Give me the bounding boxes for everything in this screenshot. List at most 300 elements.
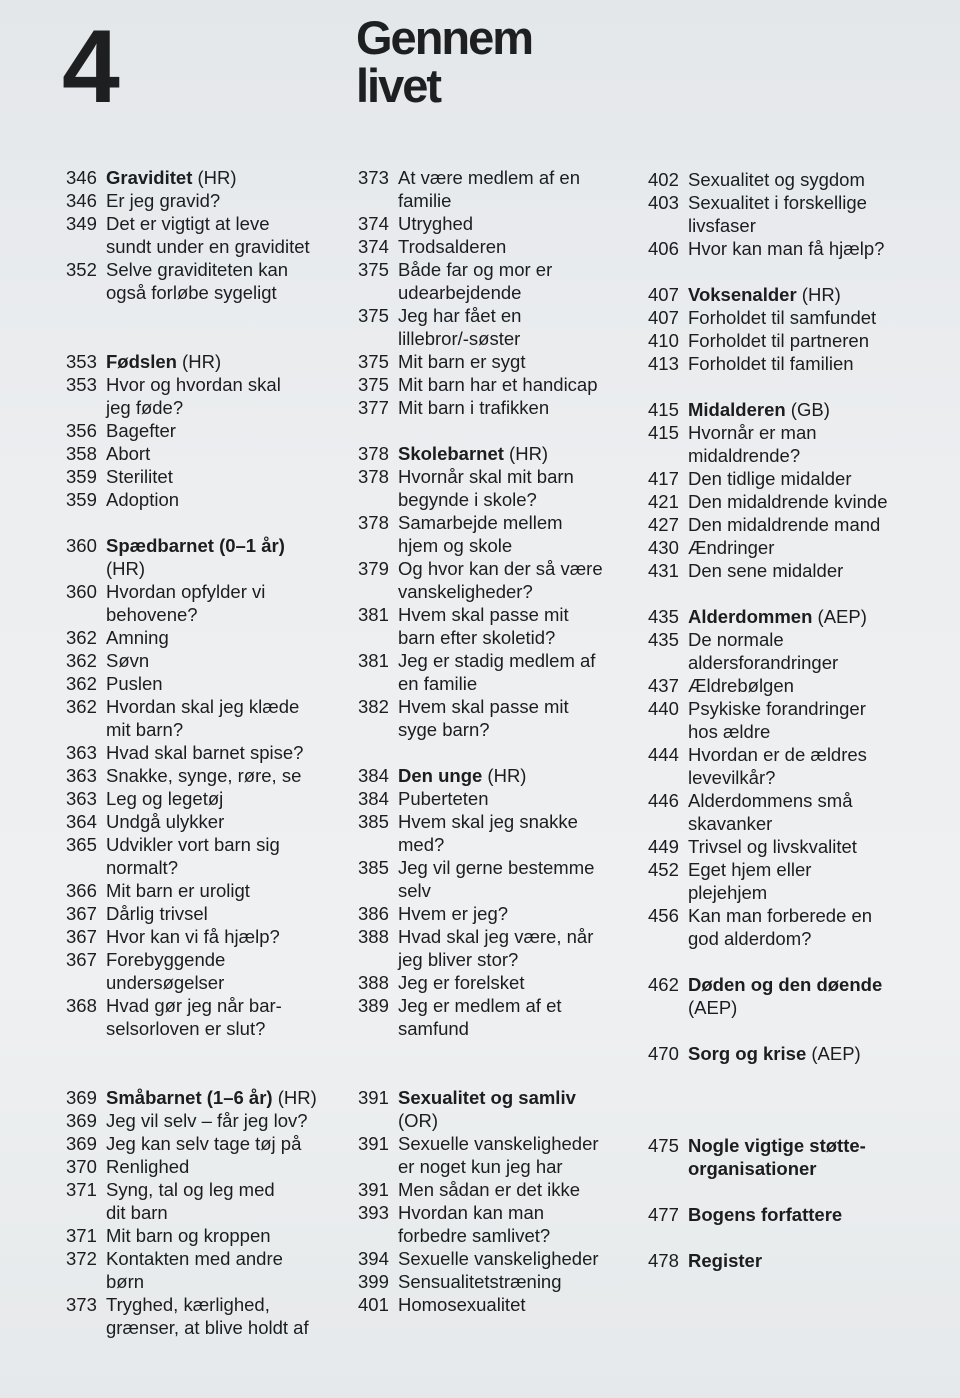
toc-entry [66, 925, 356, 948]
entry-continuation: vanskeligheder? [398, 581, 533, 602]
entry-title: Hvor og hvordan skal jeg føde? [106, 374, 281, 418]
entry-title: Hvem skal passe mit barn efter skoletid? [398, 604, 569, 648]
toc-entry [358, 925, 648, 971]
page-number: 394 [358, 1248, 389, 1269]
toc-entry [66, 1224, 356, 1247]
page-number: 362 [66, 627, 97, 648]
author-initials: (HR) [192, 167, 237, 188]
entry-continuation: grænser, at blive holdt af [106, 1317, 309, 1338]
toc-entry [66, 695, 356, 741]
entry-continuation: jeg føde? [106, 397, 184, 418]
toc-entry [66, 258, 356, 304]
page-number: 427 [648, 514, 679, 535]
heading-text: Bogens forfattere [688, 1204, 843, 1225]
entry-title [688, 973, 948, 1019]
toc-entry [66, 994, 356, 1040]
toc-entry [648, 835, 948, 858]
entry-title: Puberteten [398, 788, 489, 809]
section-spacer [648, 1226, 948, 1249]
page-number: 359 [66, 466, 97, 487]
entry-title: Hvordan skal jeg klæde mit barn? [106, 696, 300, 740]
entry-title: Psykiske forandringer hos ældre [688, 698, 866, 742]
entry-title: Leg og legetøj [106, 788, 224, 809]
toc-entry [358, 1270, 648, 1293]
page-number: 437 [648, 675, 679, 696]
entry-title: Jeg vil selv – får jeg lov? [106, 1110, 308, 1131]
toc-entry [66, 212, 356, 258]
entry-title: Jeg er forelsket [398, 972, 525, 993]
toc-entry [358, 603, 648, 649]
entry-title: Ældrebølgen [688, 675, 794, 696]
toc-entry [648, 697, 948, 743]
page-number: 369 [66, 1087, 97, 1108]
toc-entry [66, 1178, 356, 1224]
entry-title: Jeg har fået en lillebror/-søster [398, 305, 522, 349]
page-number: 372 [66, 1248, 97, 1269]
page-number: 393 [358, 1202, 389, 1223]
entry-title: Hvem skal jeg snakke med? [398, 811, 578, 855]
entry-continuation: selsorloven er slut? [106, 1018, 266, 1039]
entry-title [688, 398, 948, 421]
page-number: 399 [358, 1271, 389, 1292]
author-initials: (HR) [503, 443, 549, 464]
toc-entry [66, 787, 356, 810]
toc-entry [358, 856, 648, 902]
heading-text: Småbarnet (1–6 år) [106, 1087, 273, 1108]
toc-entry [66, 1247, 356, 1293]
section-spacer [66, 304, 356, 350]
entry-continuation: aldersforandringer [688, 652, 839, 673]
heading-text: Døden og den døende [688, 974, 883, 995]
entry-title: Bagefter [106, 420, 176, 441]
entry-title: Forholdet til samfundet [688, 307, 877, 328]
page-number: 374 [358, 213, 389, 234]
entry-title: Men sådan er det ikke [398, 1179, 581, 1200]
page-number: 378 [358, 512, 389, 533]
entry-title: Mit barn er uroligt [106, 880, 250, 901]
entry-title: Tryghed, kærlighed, grænser, at blive holdt af [106, 1294, 309, 1338]
toc-entry [648, 467, 948, 490]
entry-continuation: selv [398, 880, 431, 901]
entry-title: Hvad skal barnet spise? [106, 742, 304, 763]
entry-title [688, 1042, 948, 1065]
entry-title [688, 1249, 948, 1272]
toc-entry [66, 764, 356, 787]
toc-entry [66, 879, 356, 902]
page-number: 359 [66, 489, 97, 510]
toc-entry [358, 695, 648, 741]
page-number: 391 [358, 1133, 389, 1154]
toc-entry [358, 166, 648, 212]
toc-entry [358, 1132, 648, 1178]
entry-title: Jeg er stadig medlem af en familie [398, 650, 596, 694]
toc-entry [66, 1155, 356, 1178]
toc-entry [648, 352, 948, 375]
page-number: 401 [358, 1294, 389, 1315]
toc-section-heading [648, 605, 948, 628]
entry-continuation: dit barn [106, 1202, 168, 1223]
entry-title: Mit barn har et handicap [398, 374, 598, 395]
toc-entry [66, 1132, 356, 1155]
entry-title: Sexuelle vanskeligheder [398, 1248, 599, 1269]
entry-title [398, 442, 648, 465]
entry-continuation: er noget kun jeg har [398, 1156, 563, 1177]
page-number: 444 [648, 744, 679, 765]
toc-section-heading [66, 166, 356, 189]
entry-title: Den midaldrende kvinde [688, 491, 888, 512]
entry-continuation: mit barn? [106, 719, 184, 740]
toc-entry [358, 396, 648, 419]
toc-section-heading [648, 973, 948, 1019]
entry-title [688, 1203, 948, 1226]
entry-title: Sexualitet og sygdom [688, 169, 865, 190]
page-number: 375 [358, 351, 389, 372]
entry-title: Hvornår er man midaldrende? [688, 422, 817, 466]
toc-section-heading [358, 442, 648, 465]
page-number: 462 [648, 974, 679, 995]
toc-entry [66, 465, 356, 488]
entry-continuation: lillebror/-søster [398, 328, 521, 349]
toc-entry [648, 789, 948, 835]
page-number: 440 [648, 698, 679, 719]
section-spacer [66, 1040, 356, 1086]
toc-entry [648, 559, 948, 582]
entry-title: Både far og mor er udearbejdende [398, 259, 553, 303]
page-number: 403 [648, 192, 679, 213]
page-number: 386 [358, 903, 389, 924]
entry-continuation: god alderdom? [688, 928, 812, 949]
entry-continuation: (HR) [106, 558, 146, 579]
page-number: 388 [358, 926, 389, 947]
entry-continuation: forbedre samlivet? [398, 1225, 551, 1246]
heading-text: Midalderen [688, 399, 786, 420]
entry-continuation: behovene? [106, 604, 198, 625]
entry-title [688, 605, 948, 628]
toc-entry [648, 421, 948, 467]
entry-continuation: jeg bliver stor? [398, 949, 519, 970]
section-spacer [648, 1180, 948, 1203]
entry-title: Er jeg gravid? [106, 190, 221, 211]
page-number: 435 [648, 606, 679, 627]
toc-entry [66, 948, 356, 994]
entry-continuation: (OR) [398, 1110, 439, 1131]
page-number: 362 [66, 673, 97, 694]
entry-title: Renlighed [106, 1156, 190, 1177]
toc-section-heading [66, 1086, 356, 1109]
section-spacer [66, 511, 356, 534]
page-number: 385 [358, 811, 389, 832]
toc-section-heading [648, 283, 948, 306]
toc-entry [648, 329, 948, 352]
entry-continuation: barn efter skoletid? [398, 627, 556, 648]
entry-continuation: udearbejdende [398, 282, 522, 303]
page-number: 349 [66, 213, 97, 234]
entry-continuation: sundt under en graviditet [106, 236, 310, 257]
page-number: 384 [358, 765, 389, 786]
page-number: 382 [358, 696, 389, 717]
entry-continuation: livsfaser [688, 215, 756, 236]
entry-title: At være medlem af en familie [398, 167, 580, 211]
toc-entry [648, 490, 948, 513]
entry-title [106, 350, 356, 373]
entry-continuation: normalt? [106, 857, 178, 878]
toc-entry [358, 212, 648, 235]
toc-entry [66, 672, 356, 695]
entry-title [688, 1134, 948, 1180]
toc-entry [648, 513, 948, 536]
page-number: 375 [358, 305, 389, 326]
entry-title: Amning [106, 627, 169, 648]
toc-entry [648, 743, 948, 789]
page-number: 388 [358, 972, 389, 993]
page-number: 391 [358, 1179, 389, 1200]
toc-entry [648, 858, 948, 904]
page-number: 364 [66, 811, 97, 832]
page-number: 362 [66, 650, 97, 671]
page-number: 410 [648, 330, 679, 351]
entry-title: Trodsalderen [398, 236, 507, 257]
entry-title [398, 764, 648, 787]
toc-entry [358, 971, 648, 994]
page-number: 365 [66, 834, 97, 855]
entry-title: Søvn [106, 650, 150, 671]
author-initials: (HR) [796, 284, 841, 305]
page-number: 375 [358, 374, 389, 395]
page-number: 421 [648, 491, 679, 512]
toc-section-heading [648, 398, 948, 421]
entry-title [106, 166, 356, 189]
heading-text: Den unge [398, 765, 483, 786]
page-number: 373 [358, 167, 389, 188]
entry-title: Utryghed [398, 213, 474, 234]
entry-title: Adoption [106, 489, 180, 510]
page-number: 381 [358, 650, 389, 671]
toc-entry [648, 306, 948, 329]
toc-column-2 [358, 166, 648, 1316]
page-number: 346 [66, 190, 97, 211]
toc-entry [358, 511, 648, 557]
author-initials: (HR) [482, 765, 527, 786]
entry-title: Mit barn er sygt [398, 351, 526, 372]
section-spacer [648, 1019, 948, 1042]
author-initials: (AEP) [806, 1043, 861, 1064]
entry-title: Ændringer [688, 537, 775, 558]
entry-title: Homosexualitet [398, 1294, 526, 1315]
entry-title: Hvem skal passe mit syge barn? [398, 696, 569, 740]
page-number: 353 [66, 351, 97, 372]
entry-title: Den sene midalder [688, 560, 844, 581]
page-number: 367 [66, 926, 97, 947]
entry-continuation: familie [398, 190, 452, 211]
heading-text: Graviditet [106, 167, 193, 188]
entry-title [398, 1086, 648, 1132]
toc-entry [66, 442, 356, 465]
page-number: 379 [358, 558, 389, 579]
entry-title: Puslen [106, 673, 163, 694]
toc-entry [648, 628, 948, 674]
entry-title: Hvordan er de ældres levevilkår? [688, 744, 867, 788]
toc-entry [358, 787, 648, 810]
page-number: 407 [648, 307, 679, 328]
entry-continuation: undersøgelser [106, 972, 225, 993]
entry-continuation: en familie [398, 673, 478, 694]
entry-title: Hvordan kan man forbedre samlivet? [398, 1202, 551, 1246]
page-number: 352 [66, 259, 97, 280]
page-number: 381 [358, 604, 389, 625]
toc-entry [358, 304, 648, 350]
toc-entry [358, 902, 648, 925]
chapter-number: 4 [62, 9, 117, 125]
toc-entry [358, 1247, 648, 1270]
entry-title: Hvordan opfylder vi behovene? [106, 581, 266, 625]
toc-entry [66, 580, 356, 626]
toc-entry [66, 649, 356, 672]
toc-section-heading [648, 1203, 948, 1226]
section-spacer [648, 950, 948, 973]
entry-continuation: med? [398, 834, 445, 855]
page-number: 377 [358, 397, 389, 418]
page-number: 435 [648, 629, 679, 650]
page-number: 358 [66, 443, 97, 464]
entry-title: Alderdommens små skavanker [688, 790, 853, 834]
page-number: 415 [648, 422, 679, 443]
entry-title: Dårlig trivsel [106, 903, 208, 924]
author-initials: (HR) [176, 351, 222, 372]
heading-text: Sexualitet og samliv [398, 1087, 576, 1108]
entry-continuation: samfund [398, 1018, 469, 1039]
toc-entry [66, 189, 356, 212]
section-spacer [648, 1065, 948, 1134]
page-number: 378 [358, 443, 389, 464]
heading-text: Alderdommen [688, 606, 813, 627]
entry-title [106, 534, 356, 580]
page-number: 402 [648, 169, 679, 190]
entry-title: Udvikler vort barn sig normalt? [106, 834, 280, 878]
entry-title: Det er vigtigt at leve sundt under en graviditet [106, 213, 310, 257]
page-number: 371 [66, 1179, 97, 1200]
toc-entry [66, 741, 356, 764]
page-number: 369 [66, 1133, 97, 1154]
toc-entry [66, 373, 356, 419]
page-number: 369 [66, 1110, 97, 1131]
entry-continuation: midaldrende? [688, 445, 801, 466]
entry-title: Jeg kan selv tage tøj på [106, 1133, 302, 1154]
page-number: 430 [648, 537, 679, 558]
page-number: 373 [66, 1294, 97, 1315]
entry-continuation: plejehjem [688, 882, 768, 903]
entry-title: Abort [106, 443, 151, 464]
page-number: 360 [66, 581, 97, 602]
page-number: 360 [66, 535, 97, 556]
heading-text: Nogle vigtige støtte- [688, 1135, 866, 1156]
toc-section-heading [66, 534, 356, 580]
entry-title: Selve graviditeten kan også forløbe sygeligt [106, 259, 289, 303]
entry-continuation: syge barn? [398, 719, 490, 740]
toc-entry [66, 902, 356, 925]
toc-entry [358, 235, 648, 258]
entry-title: Mit barn i trafikken [398, 397, 550, 418]
entry-title: Og hvor kan der så være vanskeligheder? [398, 558, 603, 602]
entry-title: Forebyggende undersøgelser [106, 949, 226, 993]
heading-text: Register [688, 1250, 763, 1271]
toc-entry [358, 373, 648, 396]
page-number: 407 [648, 284, 679, 305]
entry-title [106, 1086, 356, 1109]
entry-title [688, 283, 948, 306]
entry-title: Kontakten med andre børn [106, 1248, 283, 1292]
toc-section-heading [358, 764, 648, 787]
entry-title: Forholdet til partneren [688, 330, 869, 351]
entry-title: Sterilitet [106, 466, 173, 487]
page-number: 475 [648, 1135, 679, 1156]
toc-entry [66, 488, 356, 511]
entry-continuation: børn [106, 1271, 145, 1292]
toc-entry [358, 465, 648, 511]
entry-continuation: hjem og skole [398, 535, 513, 556]
show-through-text [190, 10, 205, 75]
entry-continuation: begynde i skole? [398, 489, 537, 510]
toc-entry [358, 810, 648, 856]
page-number: 363 [66, 765, 97, 786]
toc-entry [66, 419, 356, 442]
toc-entry [66, 626, 356, 649]
toc-section-heading [648, 1042, 948, 1065]
toc-entry [66, 1293, 356, 1339]
entry-title: Jeg vil gerne bestemme selv [398, 857, 595, 901]
page-number: 363 [66, 788, 97, 809]
toc-entry [358, 350, 648, 373]
toc-section-heading [648, 1134, 948, 1180]
page-number: 363 [66, 742, 97, 763]
page-number: 378 [358, 466, 389, 487]
toc-entry [66, 833, 356, 879]
entry-title: Sensualitetstræning [398, 1271, 562, 1292]
author-initials: (HR) [272, 1087, 317, 1108]
entry-title: Hvor kan man få hjælp? [688, 238, 885, 259]
toc-entry [648, 674, 948, 697]
toc-entry [358, 994, 648, 1040]
page-number: 367 [66, 949, 97, 970]
entry-title: Hvornår skal mit barn begynde i skole? [398, 466, 574, 510]
page-number: 470 [648, 1043, 679, 1064]
entry-title: Eget hjem eller plejehjem [688, 859, 812, 903]
entry-title: De normale aldersforandringer [688, 629, 839, 673]
toc-section-heading [358, 1086, 648, 1132]
chapter-title-line1: Gennem [356, 11, 533, 64]
page-number: 456 [648, 905, 679, 926]
page-number: 417 [648, 468, 679, 489]
page-number: 362 [66, 696, 97, 717]
entry-continuation: levevilkår? [688, 767, 776, 788]
toc-entry [648, 191, 948, 237]
entry-title: Hvad gør jeg når bar- selsorloven er slut? [106, 995, 282, 1039]
section-spacer [358, 1040, 648, 1086]
toc-entry [66, 810, 356, 833]
heading-text: Fødslen [106, 351, 177, 372]
section-spacer [358, 419, 648, 442]
heading-text: Voksenalder [688, 284, 797, 305]
entry-title: Mit barn og kroppen [106, 1225, 271, 1246]
toc-column-3 [648, 168, 948, 1272]
entry-title: Trivsel og livskvalitet [688, 836, 857, 857]
page-number: 384 [358, 788, 389, 809]
toc-section-heading [648, 1249, 948, 1272]
entry-continuation: hos ældre [688, 721, 771, 742]
toc-entry [358, 1178, 648, 1201]
toc-entry [358, 1293, 648, 1316]
entry-continuation: (AEP) [688, 997, 738, 1018]
page-number: 353 [66, 374, 97, 395]
